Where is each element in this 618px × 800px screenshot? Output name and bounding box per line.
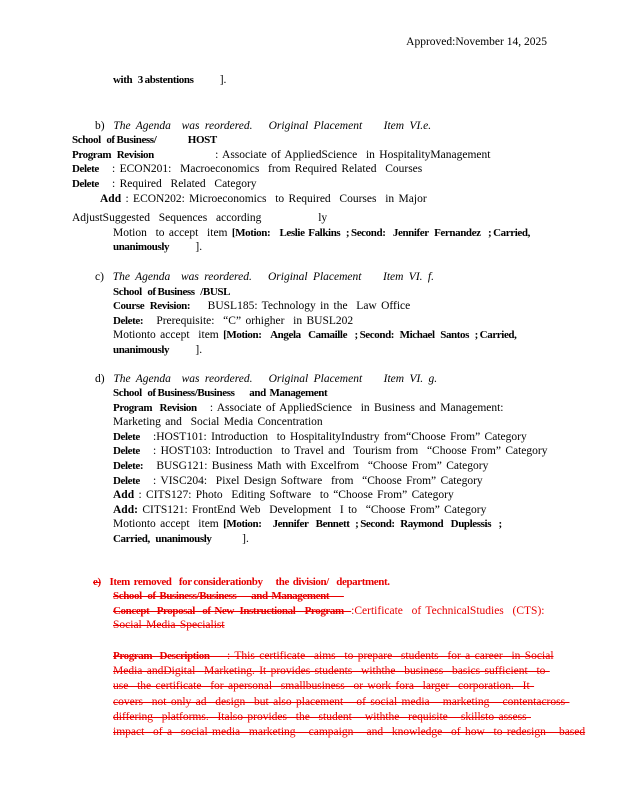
text-line [113,618,618,633]
text-run: :Certificate of TechnicalStudies (CTS): [351,604,545,617]
text-line [93,575,618,590]
text-run: Media andDigital Marketing. It provides students withthe business basics sufficient to [113,665,550,678]
text-run: differing platforms. Italso provides the student withthe requisite skillsto assess [113,710,531,723]
text-line [113,314,618,329]
text-run: Social Media Specialist [113,619,225,632]
text-line [95,270,618,285]
text-run: Delete [113,445,140,458]
text-run: CITS121: FrontEnd Web Development I to “Choose From” Category [137,503,487,516]
text-run: School of Business/ HOST [72,134,217,147]
text-run: ]. [211,533,249,546]
text-run: Delete: [113,460,144,473]
text-run: Program Revision [72,148,154,161]
text-run: The Agenda was reordered. Original Placement Item VI. f. [112,270,434,283]
text-run: Delete: [113,314,144,327]
text-run: b) [95,119,114,132]
text-run: use the certificate for apersonal smallbusiness or work fora larger corporation. It [113,680,535,693]
text-line [113,679,618,694]
text-run: Motion to accept item [113,226,232,239]
text-run: [Motion: Angela Camaille ; Second: Michael Santos ; Carried, [223,329,517,342]
text-line [113,710,618,725]
text-line [113,503,618,518]
text-run: The Agenda was reordered. Original Placement Item VI. g. [113,372,438,385]
text-line [72,177,618,192]
document-body [0,50,618,740]
text-run: ]. [169,241,203,254]
text-run: ]. [169,343,203,356]
approved-date-stamp: Approved:November 14, 2025 [406,36,547,48]
removed-program-description [0,649,618,740]
text-run: Delete [72,177,99,190]
text-run: : This certificate aims to prepare students for a career in Social [209,650,554,662]
text-line [113,415,618,430]
text-line [113,517,618,532]
text-line [113,725,618,740]
agenda-item-c [0,270,618,358]
text-run: Delete [72,163,99,176]
text-run: Program Revision [113,401,197,414]
text-line [113,532,618,547]
text-run: : ECON202: Microeconomics to Required Courses in Major [121,192,427,205]
text-line [72,148,618,163]
text-run: : HOST103: Introduction to Travel and Tourism from “Choose From” Category [139,445,548,458]
text-line [72,211,618,226]
text-run: Carried, unanimously [113,533,212,546]
text-run: Course Revision: [113,300,191,313]
text-run: ]. [193,74,227,86]
text-run: :HOST101: Introduction to HospitalityIndustry from“Choose From” Category [139,430,527,443]
text-run: Program Description [113,650,210,662]
text-line [113,285,618,300]
text-run: AdjustSuggested Sequences according ly [72,212,328,225]
text-line [72,133,618,148]
text-line [100,192,618,207]
agenda-item-e-removed [0,575,618,633]
text-line [113,430,618,445]
carryover-motion-end [0,73,618,88]
text-run [101,576,110,588]
text-line [113,386,618,401]
text-line [113,444,618,459]
text-run: : CITS127: Photo Editing Software to “Choose From” Category [134,489,454,502]
text-run: School of Business /BUSL [113,285,231,298]
text-run: School of Business/Business and Management [113,387,328,400]
text-line [113,73,618,88]
text-run: d) [95,372,114,385]
agenda-item-b [0,119,618,255]
text-line [113,474,618,489]
text-run: : Required Related Category [98,177,257,190]
text-run: e) [93,575,101,588]
text-run: BUSG121: Business Math with Excelfrom “Choose From” Category [143,460,489,473]
text-run: Add: [113,503,138,516]
text-line [113,226,618,241]
text-line [113,488,618,503]
text-run: School of Business/Business and Management [113,590,344,603]
text-run: : Associate of AppliedScience in HospitalityManagement [153,148,491,161]
text-run: The Agenda was reordered. Original Placement Item VI.e. [113,119,432,132]
text-line [113,604,618,619]
text-run: Motionto accept item [113,329,224,342]
text-run: BUSL185: Technology in the Law Office [190,300,411,313]
text-run: : ECON201: Macroeconomics from Required Related Courses [98,163,423,176]
text-run: : Associate of AppliedScience in Business and Management: [196,401,504,414]
text-run: [Motion: Jennifer Bennett ; Second: Raymond Duplessis ; [223,518,502,531]
text-run: unanimously [113,241,170,254]
text-run: Concept Proposal of New Instructional Program [113,604,352,617]
text-line [95,119,618,134]
text-run: unanimously [113,343,170,356]
text-line [95,372,618,387]
text-run: Prerequisite: “C” orhigher in BUSL202 [143,314,354,327]
text-run: Marketing and Social Media Concentration [113,416,323,429]
text-run: [Motion: Leslie Falkins ; Second: Jennifer Fernandez ; Carried, [231,226,530,239]
text-line [113,589,618,604]
text-run: Motionto accept item [113,518,224,531]
agenda-item-d [0,372,618,547]
text-line [113,695,618,710]
text-line [113,240,618,255]
text-run: Add [113,489,135,502]
text-line [113,649,618,664]
text-run: Item removed for considerationby the division/ department. [109,575,390,588]
text-run: impact of a social media marketing campaign and knowledge of how to redesign based [113,726,586,739]
text-line [113,343,618,358]
text-line [113,328,618,343]
text-line [72,162,618,177]
text-line [113,401,618,416]
text-run: covers not only ad design but also placement of social media marketing contentacross [113,695,570,708]
text-run: with 3 abstentions [113,74,194,86]
text-line [113,299,618,314]
text-run: Delete [113,430,140,443]
text-run: c) [95,270,113,283]
text-run: Delete [113,474,140,487]
text-run: : VISC204: Pixel Design Software from “Choose From” Category [139,474,483,487]
text-line [113,459,618,474]
text-line [113,664,618,679]
text-run: Add [100,192,122,205]
